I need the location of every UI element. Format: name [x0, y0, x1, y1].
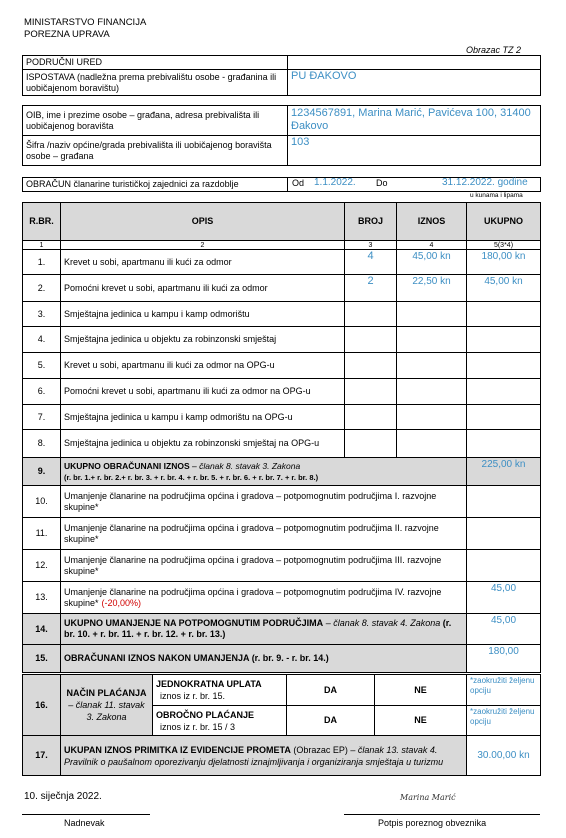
payment-one-time-row [23, 675, 541, 706]
row-number: 3. [23, 302, 61, 327]
reduction-amount-field[interactable]: 45,00 [467, 582, 541, 614]
form-code: Obrazac TZ 2 [466, 45, 522, 55]
unit-amount-field[interactable] [397, 379, 467, 405]
reduction-rows [23, 486, 541, 614]
row-description: Smještajna jedinica u kampu i kamp odmorištu [61, 302, 345, 327]
row-number: 15. [23, 645, 61, 673]
one-time-payment-title: JEDNOKRATNA UPLATA [156, 679, 262, 689]
row-17-reference: – članak 13. stavak 4. Pravilnik o paušalnom oporezivanju djelatnosti iznajmljivanja i organiziranja smještaja u turizmu [64, 744, 444, 767]
row-9-title: UKUPNO OBRAČUNANI IZNOS [64, 460, 190, 471]
col-iznos-header: IZNOS [397, 203, 467, 241]
table-row [23, 275, 541, 302]
municipality-code-label: Šifra /naziv općine/grada prebivališta ili uobičajenog boravišta osobe – građana [23, 136, 288, 166]
row-15-title: OBRAČUNANI IZNOS NAKON UMANJENJA [64, 653, 250, 663]
row-number: 17. [23, 736, 61, 776]
regional-office-label: PODRUČNI URED [23, 56, 288, 70]
quantity-field[interactable]: 4 [345, 250, 397, 275]
payment-method-label [61, 675, 153, 736]
reduction-amount-field[interactable] [467, 518, 541, 550]
row-15-after-reduction [23, 645, 541, 673]
unit-amount-field[interactable] [397, 430, 467, 458]
col-number: 5(3*4) [467, 241, 541, 250]
total-amount-field[interactable] [467, 302, 541, 327]
date-label: Nadnevak [64, 818, 105, 828]
reduction-description [61, 486, 467, 518]
row-number: 5. [23, 353, 61, 379]
row-9-formula: (r. br. 1.+ r. br. 2.+ r. br. 3. + r. br. 4. + r. br. 5. + r. br. 6. + r. br. 7. + r. br. 8.) [64, 472, 319, 482]
quantity-field[interactable] [345, 405, 397, 430]
row-14-reference: – članak 8. stavak 4. Zakona [323, 618, 441, 628]
installment-yes-option[interactable]: DA [287, 706, 375, 736]
period-from-field[interactable]: 1.1.2022. [314, 177, 356, 188]
row-description: Krevet u sobi, apartmanu ili kući za odmor [61, 250, 345, 275]
period-label: OBRAČUN članarine turističkoj zajednici za razdoblje [23, 178, 288, 192]
unit-amount-field[interactable] [397, 405, 467, 430]
one-time-no-option[interactable]: NE [375, 675, 467, 706]
row-17-description [61, 736, 467, 776]
period-from-label: Od [292, 178, 305, 188]
quantity-field[interactable] [345, 353, 397, 379]
signature: Marina Marić [400, 793, 456, 802]
municipality-code-field[interactable]: 103 [288, 136, 541, 166]
row-14-title: UKUPNO UMANJENJE NA POTPOMOGNUTIM PODRUČJIMA [64, 618, 324, 628]
period-range [288, 178, 541, 192]
unit-amount-field[interactable] [397, 327, 467, 353]
row-14-total-reduction [23, 614, 541, 645]
ministry-name: MINISTARSTVO FINANCIJA [24, 17, 147, 28]
period-table [22, 177, 541, 192]
installment-payment-sub: iznos iz r. br. 15 / 3 [160, 721, 236, 732]
unit-amount-field[interactable] [397, 302, 467, 327]
signature-label: Potpis poreznog obveznika [378, 818, 487, 828]
row-number: 8. [23, 430, 61, 458]
row-15-description [61, 645, 467, 673]
signature-line [344, 814, 540, 815]
row-description: Smještajna jedinica u objektu za robinzonski smještaj na OPG-u [61, 430, 345, 458]
calculation-table [22, 202, 541, 673]
table-row [23, 379, 541, 405]
reduction-text: Umanjenje članarine na područjima općina i gradova – potpomognutim područjima II. razvojne skupine* [64, 522, 439, 544]
installment-no-option[interactable]: NE [375, 706, 467, 736]
date-field[interactable]: 10. siječnja 2022. [24, 791, 102, 802]
row-9-description [61, 458, 467, 486]
row-number: 7. [23, 405, 61, 430]
col-rbr-header: R.BR. [23, 203, 61, 241]
reduction-amount-field[interactable] [467, 486, 541, 518]
total-amount-field[interactable]: 45,00 kn [467, 275, 541, 302]
reduction-description [61, 582, 467, 614]
payment-method-table [22, 674, 541, 736]
total-amount-field[interactable] [467, 379, 541, 405]
row-description: Smještajna jedinica u kampu i kamp odmorištu na OPG-u [61, 405, 345, 430]
quantity-field[interactable]: 2 [345, 275, 397, 302]
unit-amount-field[interactable] [397, 353, 467, 379]
col-number: 3 [345, 241, 397, 250]
period-to-field[interactable]: 31.12.2022. godine [442, 177, 528, 188]
table-row [23, 353, 541, 379]
row-number: 1. [23, 250, 61, 275]
office-table [22, 55, 541, 96]
row-number: 12. [23, 550, 61, 582]
column-numbers-row [23, 241, 541, 250]
one-time-payment-sub: iznos iz r. br. 15. [160, 691, 226, 701]
quantity-field[interactable] [345, 327, 397, 353]
row-14-description [61, 614, 467, 645]
ministry-header [24, 17, 146, 41]
row-17-table [22, 735, 541, 776]
row-9-reference: – članak 8. stavak 3. Zakona [189, 460, 301, 471]
reduction-row [23, 582, 541, 614]
row-number: 9. [23, 458, 61, 486]
payment-method-title: NAČIN PLAĆANJA [66, 688, 147, 698]
table-header [23, 203, 541, 241]
col-number: 4 [397, 241, 467, 250]
table-row [23, 250, 541, 275]
table-row [23, 430, 541, 458]
tax-administration-name: POREZNA UPRAVA [24, 29, 110, 40]
reduction-text: Umanjenje članarine na područjima općina i gradova – potpomognutim područjima III. razvojne skupine* [64, 554, 442, 576]
oib-label: OIB, ime i prezime osobe – građana, adresa prebivališta ili uobičajenog boravišta [23, 106, 288, 136]
reduction-description [61, 518, 467, 550]
row-number: 14. [23, 614, 61, 645]
quantity-field[interactable] [345, 379, 397, 405]
branch-office-label: ISPOSTAVA (nadležna prema prebivalištu osobe - građanina ili uobičajenom boravištu) [23, 70, 288, 96]
quantity-field[interactable] [345, 430, 397, 458]
reduction-row [23, 518, 541, 550]
taxpayer-table [22, 105, 541, 166]
reduction-text: Umanjenje članarine na područjima općina i gradova – potpomognutim područjima IV. razvojne skupine* [64, 586, 442, 608]
regional-office-field[interactable] [288, 56, 541, 70]
unit-amount-field[interactable]: 45,00 kn [397, 250, 467, 275]
currency-note: u kunama i lipama [470, 192, 523, 199]
row-description: Pomoćni krevet u sobi, apartmanu ili kući za odmor na OPG-u [61, 379, 345, 405]
row-description: Smještajna jedinica u objektu za robinzonski smještaj [61, 327, 345, 353]
row-number: 10. [23, 486, 61, 518]
row-9-total [23, 458, 541, 486]
row-14-total-field[interactable]: 45,00 [467, 614, 541, 645]
row-17-records [23, 736, 541, 776]
col-ukupno-header: UKUPNO [467, 203, 541, 241]
row-17-title: UKUPAN IZNOS PRIMITKA IZ EVIDENCIJE PROMETA [64, 744, 291, 755]
row-number: 6. [23, 379, 61, 405]
row-number: 16. [23, 675, 61, 736]
reduction-row [23, 486, 541, 518]
row-17-title-ref: (Obrazac EP) [290, 744, 348, 755]
date-line [22, 814, 150, 815]
reduction-text: Umanjenje članarine na područjima općina i gradova – potpomognutim područjima I. razvojne skupine* [64, 490, 437, 512]
row-15-formula: (r. br. 9. - r. br. 14.) [249, 653, 329, 663]
reduction-row [23, 550, 541, 582]
one-time-circle-note: *zaokružiti željenu opciju [467, 675, 541, 706]
table-row [23, 327, 541, 353]
row-14-formula: (r. br. 10. + r. br. 11. + r. br. 12. + r. br. 13.) [64, 618, 452, 639]
branch-office-field[interactable]: PU ĐAKOVO [288, 70, 541, 96]
installment-payment-title: OBROČNO PLAĆANJE [156, 709, 255, 720]
row-15-total-field[interactable]: 180,00 [467, 645, 541, 673]
total-amount-field[interactable] [467, 327, 541, 353]
oib-field[interactable]: 1234567891, Marina Marić, Pavićeva 100, 31400 Đakovo [288, 106, 541, 136]
period-to-label: Do [376, 178, 388, 188]
installment-circle-note: *zaokružiti željenu opciju [467, 706, 541, 736]
total-amount-field[interactable] [467, 405, 541, 430]
col-number: 2 [61, 241, 345, 250]
total-amount-field[interactable] [467, 430, 541, 458]
unit-amount-field[interactable]: 22,50 kn [397, 275, 467, 302]
table-row [23, 302, 541, 327]
installment-payment-label [153, 706, 287, 736]
row-number: 13. [23, 582, 61, 614]
one-time-payment-label [153, 675, 287, 706]
payment-method-reference: – članak 11. stavak 3. Zakona [68, 700, 145, 722]
row-number: 11. [23, 518, 61, 550]
item-rows [23, 250, 541, 458]
one-time-yes-option[interactable]: DA [287, 675, 375, 706]
row-number: 2. [23, 275, 61, 302]
quantity-field[interactable] [345, 302, 397, 327]
row-description: Krevet u sobi, apartmanu ili kući za odmor na OPG-u [61, 353, 345, 379]
col-opis-header: OPIS [61, 203, 345, 241]
reduction-percentage: (-20,00%) [101, 597, 142, 608]
row-number: 4. [23, 327, 61, 353]
table-row [23, 405, 541, 430]
col-number: 1 [23, 241, 61, 250]
total-amount-field[interactable] [467, 353, 541, 379]
row-9-total-field[interactable]: 225,00 kn [467, 458, 541, 486]
row-17-total-field[interactable]: 30.00,00 kn [467, 736, 541, 776]
total-amount-field[interactable]: 180,00 kn [467, 250, 541, 275]
row-description: Pomoćni krevet u sobi, apartmanu ili kući za odmor [61, 275, 345, 302]
col-broj-header: BROJ [345, 203, 397, 241]
reduction-description [61, 550, 467, 582]
reduction-amount-field[interactable] [467, 550, 541, 582]
